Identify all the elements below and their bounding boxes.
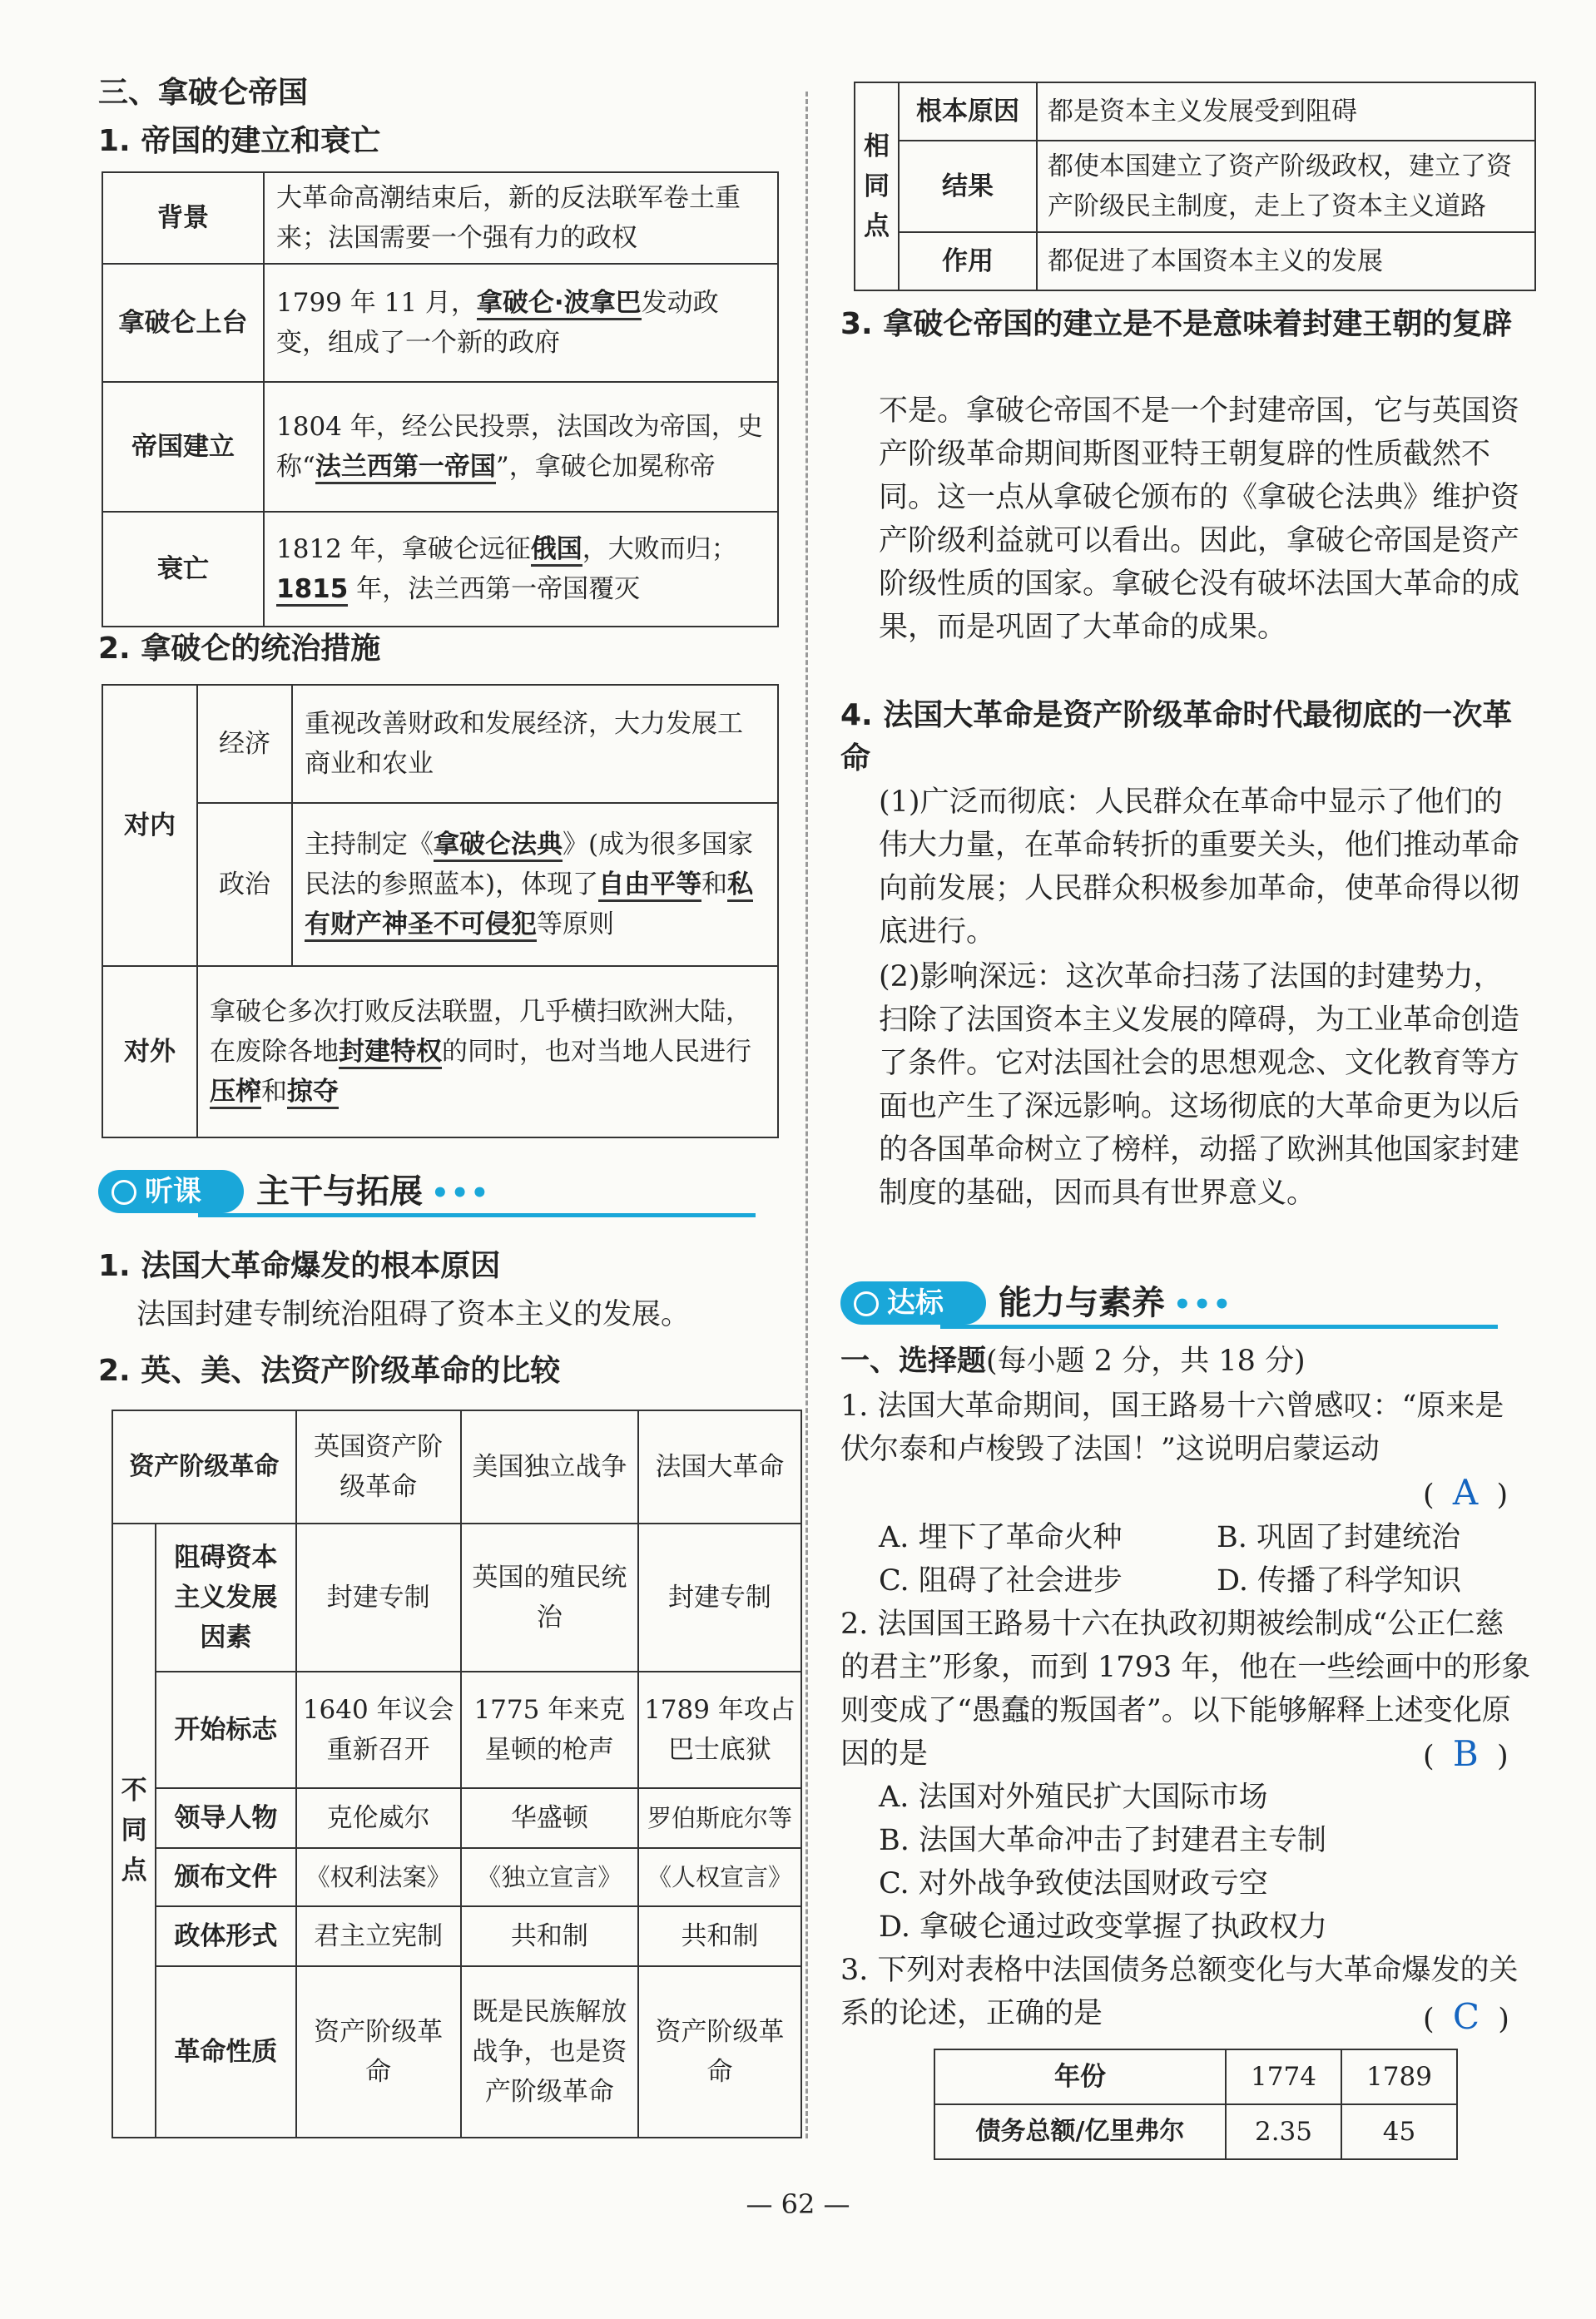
mc2-option-c: C. 对外战争致使法国财政亏空 <box>879 1867 1268 1900</box>
rule-economy-v: 重视改善财政和发展经济，大力发展工商业和农业 <box>292 685 778 803</box>
q4-p2: (2)影响深远：这次革命扫荡了法国的封建势力，扫除了法国资本主义发展的障碍，为工业革命创造了条件。它对法国社会的思想观念、文化教育等方面也产生了深远影响。这场彻底的大革命更为以后的各国革命树立了榜样，动摇了欧洲其他国家封建制度的基础，因而具有世界意义。 <box>879 960 1520 1210</box>
compare-k-4: 政体形式 <box>156 1906 295 1966</box>
same-k-1: 结果 <box>899 141 1037 232</box>
compare-k-1: 开始标志 <box>156 1672 295 1788</box>
same-table <box>854 82 1536 291</box>
compare-v-1-0: 1640 年议会重新召开 <box>296 1672 461 1788</box>
compare-v-0-0: 封建专制 <box>296 1524 461 1672</box>
banner-standard <box>840 1276 1506 1331</box>
same-v-2: 都促进了本国资本主义的发展 <box>1037 232 1535 290</box>
empire-k-background: 背景 <box>102 172 264 264</box>
compare-head-2: 美国独立战争 <box>461 1410 638 1524</box>
q3-title: 3. 拿破仑帝国的建立是不是意味着封建王朝的复辟 <box>840 307 1513 341</box>
page-number: — 62 — <box>746 2188 850 2220</box>
empire-k-rise: 拿破仑上台 <box>102 264 264 382</box>
headphone-icon <box>112 1180 136 1205</box>
rule-table <box>102 684 779 1138</box>
mc-header: 一、选择题(每小题 2 分，共 18 分) <box>840 1345 1306 1378</box>
compare-v-4-0: 君主立宪制 <box>296 1906 461 1966</box>
empire-v-fall: 1812 年，拿破仑远征俄国，大败而归；1815 年，法兰西第一帝国覆灭 <box>264 512 778 627</box>
compare-v-4-2: 共和制 <box>638 1906 801 1966</box>
same-group: 相同点 <box>855 82 899 290</box>
mc2-option-d: D. 拿破仑通过政变掌握了执政权力 <box>879 1910 1328 1944</box>
same-v-1: 都使本国建立了资产阶级政权，建立了资产阶级民主制度，走上了资本主义道路 <box>1037 141 1535 232</box>
mc3-stem: 3. 下列对表格中法国债务总额变化与大革命爆发的关系的论述，正确的是 <box>840 1954 1519 2030</box>
empire-k-founded: 帝国建立 <box>102 382 264 512</box>
mc1-option-d: D. 传播了科学知识 <box>1217 1564 1462 1598</box>
compare-v-3-1: 《独立宣言》 <box>461 1848 638 1906</box>
target-icon <box>854 1291 879 1316</box>
q4-p1: (1)广泛而彻底：人民群众在革命中显示了他们的伟大力量，在革命转折的重要关头，他们推动革命向前发展；人民群众积极参加革命，使革命得以彻底进行。 <box>879 785 1520 949</box>
same-v-0: 都是资本主义发展受到阻碍 <box>1037 82 1535 141</box>
compare-v-4-1: 共和制 <box>461 1906 638 1966</box>
compare-v-2-0: 克伦威尔 <box>296 1788 461 1848</box>
banner-standard-pill: 达标 <box>840 1281 986 1325</box>
same-k-2: 作用 <box>899 232 1037 290</box>
compare-k-2: 领导人物 <box>156 1788 295 1848</box>
q1-answer: 法国封建专制统治阻碍了资本主义的发展。 <box>136 1298 691 1331</box>
debt-year-1: 1774 <box>1226 2049 1341 2104</box>
section3-title: 三、拿破仑帝国 <box>98 76 309 110</box>
mc1-option-b: B. 巩固了封建统治 <box>1217 1521 1460 1554</box>
compare-head-3: 法国大革命 <box>638 1410 801 1524</box>
mc1-option-c: C. 阻碍了社会进步 <box>879 1564 1123 1598</box>
debt-k-total: 债务总额/亿里弗尔 <box>934 2104 1226 2159</box>
q1-title: 1. 法国大革命爆发的根本原因 <box>98 1249 501 1283</box>
compare-k-5: 革命性质 <box>156 1966 295 2138</box>
compare-v-0-1: 英国的殖民统治 <box>461 1524 638 1672</box>
mc2-option-b: B. 法国大革命冲击了封建君主专制 <box>879 1824 1326 1857</box>
mc1-option-a: A. 埋下了革命火种 <box>879 1521 1123 1554</box>
rule-outer: 对外 <box>102 966 197 1137</box>
rule-politics-v: 主持制定《拿破仑法典》(成为很多国家民法的参照蓝本)，体现了自由平等和私有财产神圣不可侵犯等原则 <box>292 803 778 966</box>
banner-listen <box>98 1165 756 1220</box>
same-k-0: 根本原因 <box>899 82 1037 141</box>
debt-table <box>934 2049 1458 2160</box>
q4-title: 4. 法国大革命是资产阶级革命时代最彻底的一次革命 <box>840 698 1513 775</box>
rule-outer-v: 拿破仑多次打败反法联盟，几乎横扫欧洲大陆，在废除各地封建特权的同时，也对当地人民进行压榨和掠夺 <box>197 966 778 1137</box>
mc2-answer: ( B ) <box>1423 1733 1509 1774</box>
debt-total-2: 45 <box>1341 2104 1457 2159</box>
debt-total-1: 2.35 <box>1226 2104 1341 2159</box>
q3-answer: 不是。拿破仑帝国不是一个封建帝国，它与英国资产阶级革命期间斯图亚特王朝复辟的性质截然不同。这一点从拿破仑颁布的《拿破仑法典》维护资产阶级利益就可以看出。因此，拿破仑帝国是资产阶级性质的国家。拿破仑没有破坏法国大革命的成果，而是巩固了大革命的成果。 <box>879 394 1520 644</box>
compare-v-3-2: 《人权宣言》 <box>638 1848 801 1906</box>
compare-v-1-2: 1789 年攻占巴士底狱 <box>638 1672 801 1788</box>
compare-v-5-0: 资产阶级革命 <box>296 1966 461 2138</box>
rule-inner: 对内 <box>102 685 197 966</box>
mc3-answer: ( C ) <box>1423 1996 1509 2037</box>
empire-v-rise: 1799 年 11 月，拿破仑·波拿巴发动政变，组成了一个新的政府 <box>264 264 778 382</box>
compare-k-3: 颁布文件 <box>156 1848 295 1906</box>
compare-group: 不同点 <box>112 1524 156 2138</box>
compare-v-5-2: 资产阶级革命 <box>638 1966 801 2138</box>
debt-k-year: 年份 <box>934 2049 1226 2104</box>
rule-politics-k: 政治 <box>197 803 292 966</box>
compare-table <box>112 1410 802 2138</box>
compare-v-2-2: 罗伯斯庇尔等 <box>638 1788 801 1848</box>
empire-v-founded: 1804 年，经公民投票，法国改为帝国，史称“法兰西第一帝国”，拿破仑加冕称帝 <box>264 382 778 512</box>
mc1-answer: ( A ) <box>1423 1472 1509 1513</box>
compare-v-3-0: 《权利法案》 <box>296 1848 461 1906</box>
rule-economy-k: 经济 <box>197 685 292 803</box>
banner-standard-title: 能力与素养 ••• <box>999 1284 1233 1322</box>
mc2-option-a: A. 法国对外殖民扩大国际市场 <box>879 1781 1268 1814</box>
column-divider <box>805 92 808 2138</box>
debt-year-2: 1789 <box>1341 2049 1457 2104</box>
empire-v-background: 大革命高潮结束后，新的反法联军卷土重来；法国需要一个强有力的政权 <box>264 172 778 264</box>
compare-v-0-2: 封建专制 <box>638 1524 801 1672</box>
compare-v-5-1: 既是民族解放战争，也是资产阶级革命 <box>461 1966 638 2138</box>
q2-title: 2. 英、美、法资产阶级革命的比较 <box>98 1354 561 1388</box>
banner-listen-title: 主干与拓展 ••• <box>256 1172 491 1211</box>
mc1-stem: 1. 法国大革命期间，国王路易十六曾感叹：“原来是伏尔泰和卢梭毁了法国！”这说明启蒙运动 <box>840 1390 1504 1466</box>
sub2-title: 2. 拿破仑的统治措施 <box>98 632 381 666</box>
compare-head-1: 英国资产阶级革命 <box>296 1410 461 1524</box>
empire-table <box>102 171 779 627</box>
banner-listen-pill: 听课 <box>98 1170 244 1213</box>
compare-head-0: 资产阶级革命 <box>112 1410 296 1524</box>
mc2-stem: 2. 法国国王路易十六在执政初期被绘制成“公正仁慈的君主”形象，而到 1793 年，他在一些绘画中的形象则变成了“愚蠢的叛国者”。以下能够解释上述变化原因的是 <box>840 1608 1531 1771</box>
compare-v-1-1: 1775 年来克星顿的枪声 <box>461 1672 638 1788</box>
sub1-title: 1. 帝国的建立和衰亡 <box>98 124 381 158</box>
empire-k-fall: 衰亡 <box>102 512 264 627</box>
compare-v-2-1: 华盛顿 <box>461 1788 638 1848</box>
compare-k-0: 阻碍资本主义发展因素 <box>156 1524 295 1672</box>
